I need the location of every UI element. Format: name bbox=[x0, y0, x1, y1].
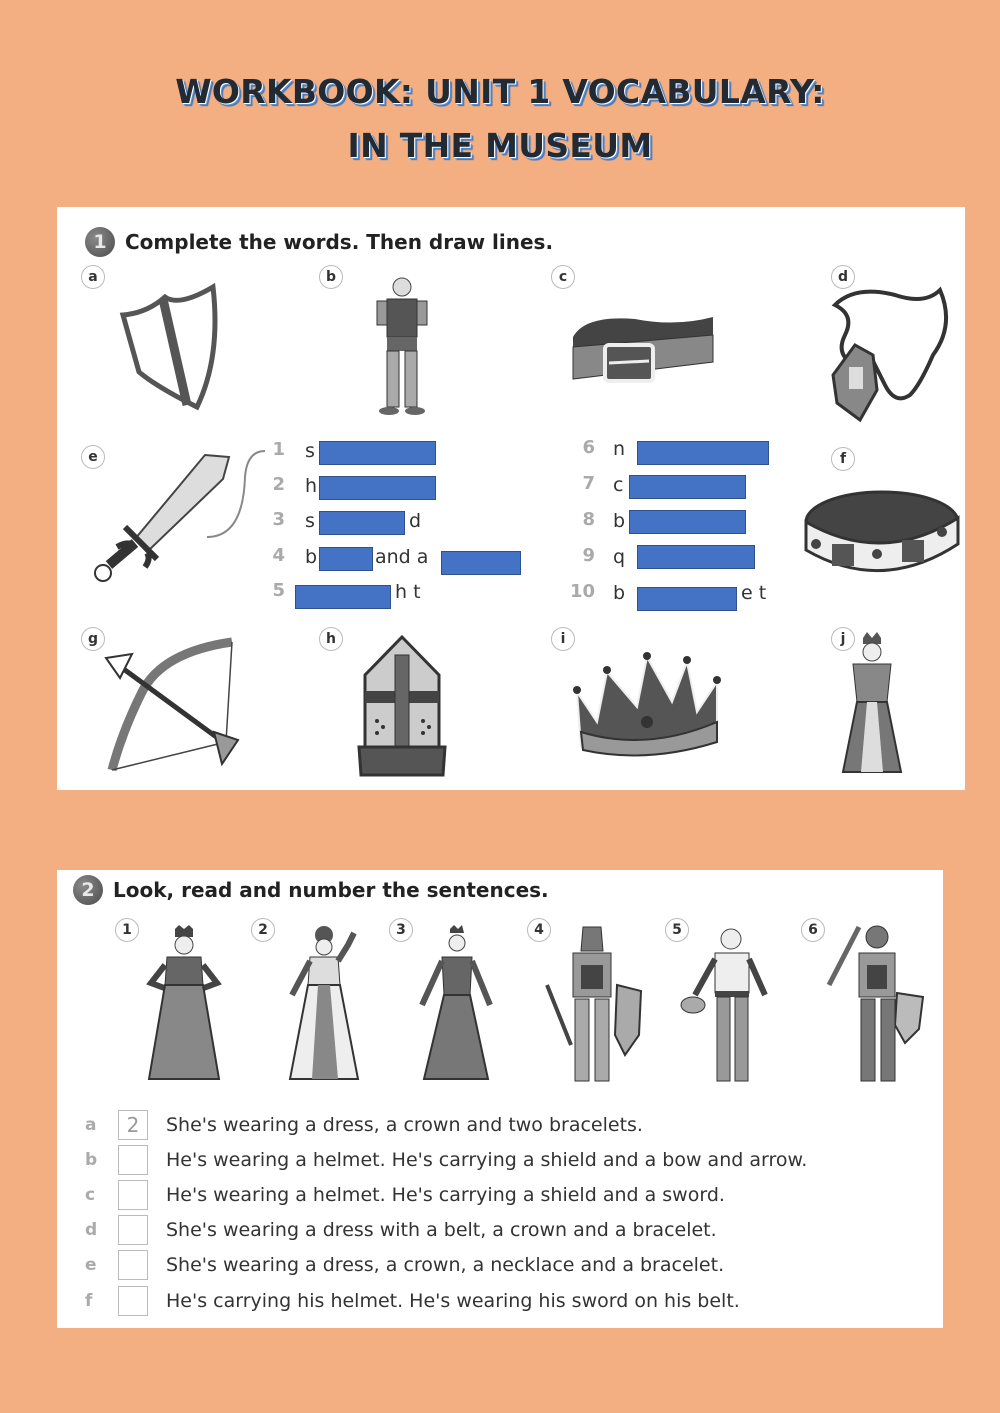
sentence-letter: d bbox=[85, 1220, 98, 1240]
exercise-1-panel bbox=[57, 207, 965, 790]
exercise-2-panel bbox=[57, 870, 943, 1328]
bow-and-arrow-icon bbox=[102, 632, 242, 777]
picture-label-j: j bbox=[831, 627, 855, 651]
sentence-text: He's carrying his helmet. He's wearing his sword on his belt. bbox=[166, 1290, 740, 1312]
answer-box-c[interactable] bbox=[118, 1180, 148, 1210]
answer-cover-4b[interactable] bbox=[441, 551, 521, 575]
word-3-start: s bbox=[305, 510, 315, 532]
word-4-middle: and a bbox=[375, 546, 429, 568]
knight-figure-6-icon bbox=[819, 925, 929, 1090]
sentence-letter: e bbox=[85, 1255, 97, 1275]
exercise-2-heading bbox=[73, 875, 549, 905]
word-9-start: q bbox=[613, 546, 626, 568]
knight-figure-4-icon bbox=[537, 925, 647, 1090]
example-connector-line bbox=[207, 447, 267, 547]
sentence-row-a bbox=[57, 1110, 643, 1140]
answer-cover-6[interactable] bbox=[637, 441, 769, 465]
sentence-row-f bbox=[57, 1286, 740, 1316]
picture-label-e: e bbox=[81, 445, 105, 469]
sentence-letter: f bbox=[85, 1291, 93, 1311]
exercise-1-heading bbox=[85, 227, 553, 257]
figure-label-4: 4 bbox=[527, 918, 551, 942]
belt-icon bbox=[565, 307, 715, 392]
word-8-start: b bbox=[613, 510, 626, 532]
picture-label-h: h bbox=[319, 627, 343, 651]
sentence-text: He's wearing a helmet. He's carrying a shield and a bow and arrow. bbox=[166, 1149, 808, 1171]
answer-cover-7[interactable] bbox=[629, 475, 746, 499]
word-number: 6 bbox=[582, 437, 595, 458]
word-number: 9 bbox=[582, 545, 595, 566]
word-number: 5 bbox=[272, 580, 285, 601]
picture-label-a: a bbox=[81, 265, 105, 289]
exercise-number-badge: 2 bbox=[73, 875, 103, 905]
sentence-letter: c bbox=[85, 1185, 96, 1205]
answer-box-a[interactable]: 2 bbox=[118, 1110, 148, 1140]
answer-cover-10[interactable] bbox=[637, 587, 737, 611]
sentence-letter: b bbox=[85, 1150, 98, 1170]
knight-icon bbox=[367, 275, 437, 420]
sentence-text: He's wearing a helmet. He's carrying a shield and a sword. bbox=[166, 1184, 725, 1206]
word-10-start: b bbox=[613, 582, 626, 604]
sentence-row-d bbox=[57, 1215, 717, 1245]
word-6-start: n bbox=[613, 438, 626, 460]
sentence-row-c bbox=[57, 1180, 725, 1210]
queen-icon bbox=[837, 632, 907, 782]
answer-box-e[interactable] bbox=[118, 1250, 148, 1280]
figure-label-2: 2 bbox=[251, 918, 275, 942]
word-2-start: h bbox=[305, 475, 318, 497]
sentence-text: She's wearing a dress, a crown, a necklace and a bracelet. bbox=[166, 1254, 725, 1276]
exercise-1-instruction: Complete the words. Then draw lines. bbox=[125, 230, 554, 254]
sentence-row-e bbox=[57, 1250, 724, 1280]
exercise-2-instruction: Look, read and number the sentences. bbox=[113, 878, 549, 902]
page-title-line1: WORKBOOK: UNIT 1 VOCABULARY: bbox=[175, 72, 825, 111]
queen-figure-2-icon bbox=[282, 925, 372, 1085]
word-number: 3 bbox=[272, 509, 285, 530]
picture-label-f: f bbox=[831, 447, 855, 471]
helmet-icon bbox=[357, 635, 447, 783]
word-5-end: h t bbox=[395, 581, 421, 603]
word-3-end: d bbox=[409, 510, 422, 532]
word-7-start: c bbox=[613, 474, 624, 496]
word-1-start: s bbox=[305, 440, 315, 462]
necklace-icon bbox=[815, 285, 955, 425]
figure-label-6: 6 bbox=[801, 918, 825, 942]
knight-figure-5-icon bbox=[679, 925, 779, 1090]
answer-cover-2[interactable] bbox=[319, 476, 436, 500]
word-number: 4 bbox=[272, 545, 285, 566]
word-number: 10 bbox=[569, 581, 595, 602]
answer-cover-1[interactable] bbox=[319, 441, 436, 465]
answer-box-f[interactable] bbox=[118, 1286, 148, 1316]
word-number: 1 bbox=[272, 439, 285, 460]
word-number: 2 bbox=[272, 474, 285, 495]
picture-label-b: b bbox=[319, 265, 343, 289]
bracelet-icon bbox=[802, 482, 962, 582]
picture-label-g: g bbox=[81, 627, 105, 651]
picture-label-d: d bbox=[831, 265, 855, 289]
answer-box-d[interactable] bbox=[118, 1215, 148, 1245]
shield-icon bbox=[117, 277, 227, 417]
sentence-row-b bbox=[57, 1145, 807, 1175]
figure-label-5: 5 bbox=[665, 918, 689, 942]
figure-label-3: 3 bbox=[389, 918, 413, 942]
sentence-letter: a bbox=[85, 1115, 97, 1135]
queen-figure-1-icon bbox=[139, 925, 229, 1085]
sentence-text: She's wearing a dress with a belt, a crown and a bracelet. bbox=[166, 1219, 717, 1241]
picture-label-c: c bbox=[551, 265, 575, 289]
word-number: 8 bbox=[582, 509, 595, 530]
page-title-line2: IN THE MUSEUM bbox=[347, 126, 653, 165]
answer-cover-8[interactable] bbox=[629, 510, 746, 534]
queen-figure-3-icon bbox=[412, 925, 502, 1085]
word-4-start: b bbox=[305, 546, 318, 568]
crown-icon bbox=[567, 652, 727, 762]
answer-cover-3[interactable] bbox=[319, 511, 405, 535]
word-10-end: e t bbox=[741, 582, 767, 604]
answer-cover-5[interactable] bbox=[295, 585, 391, 609]
figure-label-1: 1 bbox=[115, 918, 139, 942]
exercise-number-badge: 1 bbox=[85, 227, 115, 257]
sentence-text: She's wearing a dress, a crown and two bracelets. bbox=[166, 1114, 643, 1136]
answer-cover-4a[interactable] bbox=[319, 547, 373, 571]
picture-label-i: i bbox=[551, 627, 575, 651]
answer-cover-9[interactable] bbox=[637, 545, 755, 569]
word-number: 7 bbox=[582, 473, 595, 494]
answer-box-b[interactable] bbox=[118, 1145, 148, 1175]
